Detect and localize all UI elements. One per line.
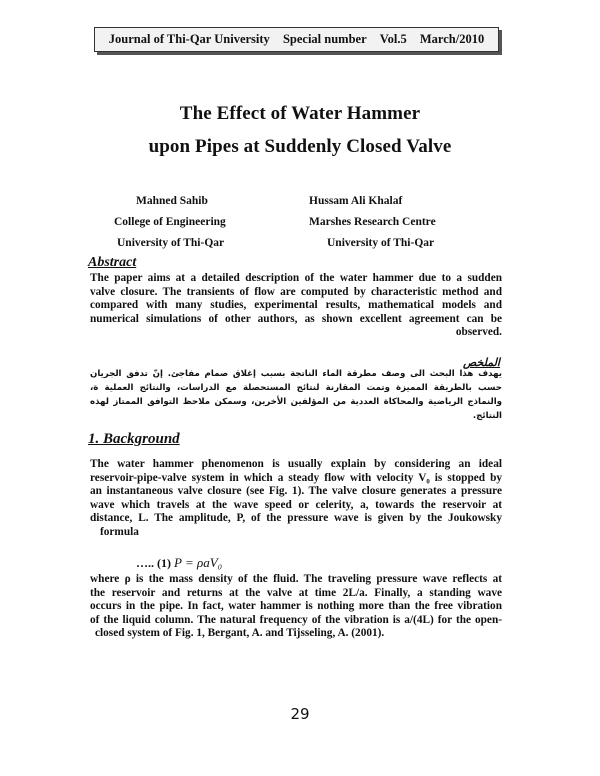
background-line: occurs in the pipe. In fact, water hammer is nothing more than the free vibration [90,600,502,612]
background-line: an instantaneous valve closure (see Fig. 1). The valve closure generates a pressure [90,485,502,497]
background-line: closed system of Fig. 1, Bergant, A. and Tijsseling, A. (2001). [95,627,385,639]
paper-title-line-1: The Effect of Water Hammer [179,103,421,124]
author-1-name: Mahned Sahib [136,195,208,207]
background-line: The water hammer phenomenon is usually explain by considering an ideal [90,458,502,470]
formula-expression: P = ρaV₀ [174,555,223,570]
joukowsky-formula [136,555,222,571]
arabic-abstract-text: يهدف هذا البحث الى وصف مطرقة الماء الناتجة بسبب إغلاق صمام مفاجئ. إنّ تدفق الجريان حسب بالطريقة المميزة وتمت المقارنة لنتائج المستحصلة مع الدراسات، والنتائج العملية ة، والنماذج الرياضية والمحاكاة العددية من المؤلفين الأخرين، وسمكن ملاحظ التوافق الممتاز لهذه النتائج. [90,369,502,421]
journal-issue: Special number [282,32,367,46]
background-paragraph-2 [90,573,502,641]
abstract-heading: Abstract [88,255,137,270]
background-line: wave which travels at the wave speed or celerity, a, towards the reservoir at [90,498,502,511]
abstract-last-word: observed. [455,326,502,338]
journal-volume: Vol.5 [379,32,407,46]
formula-label: ….. (1) [136,556,171,570]
abstract-line: compared with many studies, experimental results, mathematical models and [90,299,502,311]
section-heading-background: 1. Background [88,431,180,447]
background-line: where ρ is the mass density of the fluid. The traveling pressure wave reflects at [90,573,502,585]
author-2-affiliation: Marshes Research Centre [309,216,436,228]
background-line: reservoir-pipe-valve system in which a steady flow with velocity V₀ is stopped by [90,471,502,484]
paper-title-line-2: upon Pipes at Suddenly Closed Valve [148,136,452,157]
background-line: the reservoir and returns at the valve at time 2L/a. Finally, a standing wave [90,586,502,599]
author-2-university: University of Thi-Qar [327,237,435,249]
background-line: formula [100,525,139,538]
author-1-affiliation: College of Engineering [114,216,226,228]
abstract-text [90,272,502,340]
journal-name: Journal of Thi-Qar University [108,32,270,46]
page-number: 29 [290,705,310,723]
author-1-university: University of Thi-Qar [117,237,225,249]
abstract-line: The paper aims at a detailed description of the water hammer due to a sudden [90,272,502,284]
background-line: of the liquid column. The natural frequency of the vibration is a/(4L) for the open- [90,613,502,626]
author-2-name: Hussam Ali Khalaf [309,195,403,207]
journal-header [94,27,499,52]
background-line: distance, L. The amplitude, P, of the pressure wave is given by the Joukowsky [90,512,502,524]
arabic-abstract-heading: الملخص [463,357,500,369]
background-paragraph-1 [90,458,502,539]
journal-date: March/2010 [419,32,485,46]
abstract-line: valve closure. The transients of flow are computed by characteristic method and [90,285,502,298]
abstract-line: numerical simulations of other authors, as shown excellent agreement can be [90,312,502,325]
